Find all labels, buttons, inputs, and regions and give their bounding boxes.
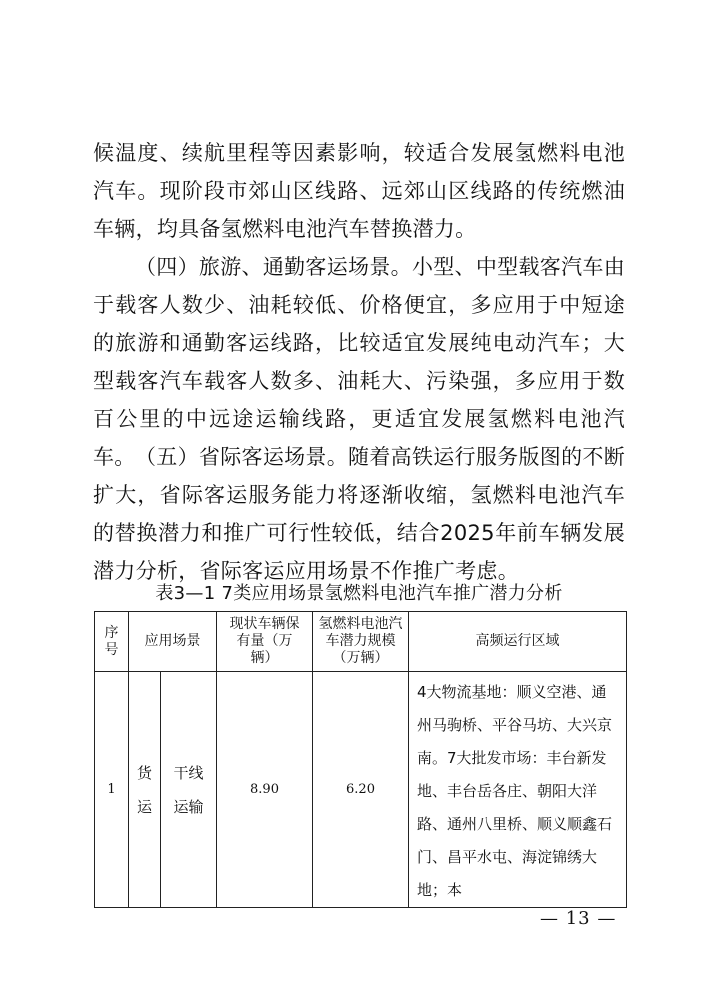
cell-current-count: 8.90 <box>217 672 313 908</box>
cell-subcategory: 干线运输 <box>161 672 217 908</box>
header-potential: 氢燃料电池汽车潜力规模（万辆） <box>313 612 409 672</box>
header-region: 高频运行区域 <box>409 612 627 672</box>
cell-category: 货运 <box>129 672 161 908</box>
paragraph-intro: 候温度、续航里程等因素影响，较适合发展氢燃料电池汽车。现阶段市郊山区线路、远郊山区线路的传统燃油车辆，均具备氢燃料电池汽车替换潜力。 <box>93 141 625 241</box>
cell-potential-scale: 6.20 <box>313 672 409 908</box>
header-scene: 应用场景 <box>129 612 217 672</box>
promotion-potential-table <box>94 611 627 908</box>
header-current: 现状车辆保有量（万辆） <box>217 612 313 672</box>
paragraph-tourism-commute: （四）旅游、通勤客运场景。小型、中型载客汽车由于载客人数少、油耗较低、价格便宜，多应用于中短途的旅游和通勤客运线路，比较适宜发展纯电动汽车；大型载客汽车载客人数多、油耗大、污染强，多应用于数百公里的中远途运输线路，更适宜发展氢燃料电池汽车。 <box>93 255 625 469</box>
paragraph-interprovincial: （五）省际客运场景。随着高铁运行服务版图的不断扩大，省际客运服务能力将逐渐收缩，氢燃料电池汽车的替换潜力和推广可行性较低，结合2025年前车辆发展潜力分析，省际客运应用场景不作推广考虑。 <box>93 445 625 583</box>
table-caption: 表3—1 7类应用场景氢燃料电池汽车推广潜力分析 <box>155 583 563 604</box>
cell-region: 4大物流基地：顺义空港、通州马驹桥、平谷马坊、大兴京南。7大批发市场：丰台新发地、丰台岳各庄、朝阳大洋路、通州八里桥、顺义顺鑫石门、昌平水屯、海淀锦绣大地；本 <box>409 672 627 908</box>
cell-seq: 1 <box>95 672 129 908</box>
table-row <box>95 672 627 908</box>
page-number: — 13 — <box>540 908 617 929</box>
header-seq: 序号 <box>95 612 129 672</box>
table-header-row <box>95 612 627 672</box>
